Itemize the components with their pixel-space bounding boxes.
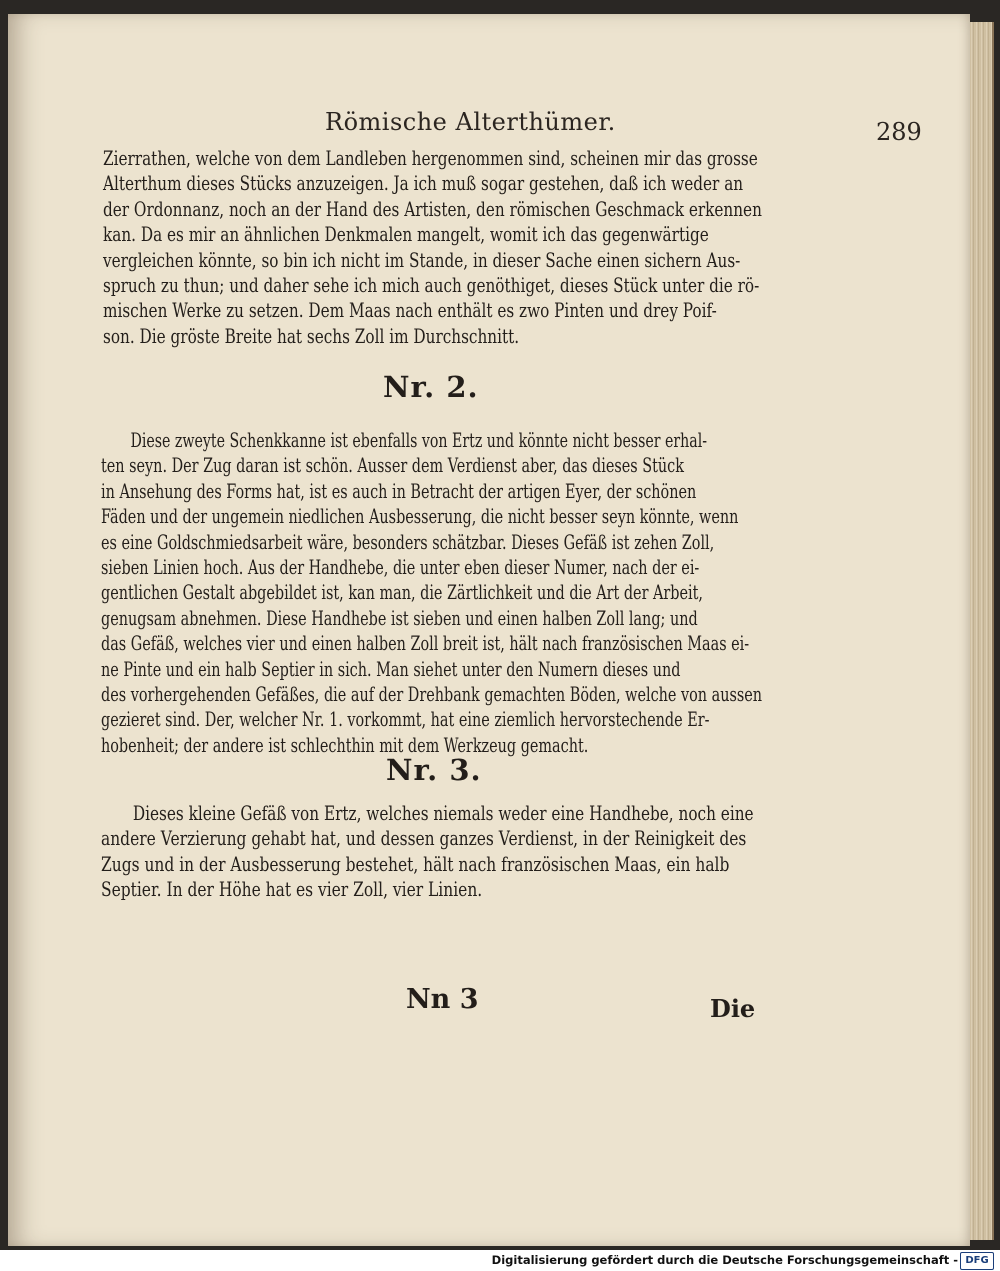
text-line: kan. Da es mir an ähnlichen Denkmalen mangelt, womit ich das gegenwärtige [103, 223, 709, 247]
catchword: Die [710, 994, 756, 1023]
text-line: spruch zu thun; und daher sehe ich mich auch genöthiget, dieses Stück unter die rö- [103, 274, 760, 298]
text-line: sieben Linien hoch. Aus der Handhebe, die unter eben dieser Numer, nach der ei- [101, 556, 700, 580]
text-line: Zierrathen, welche von dem Landleben hergenommen sind, scheinen mir das grosse [103, 147, 758, 170]
text-line: Zugs und in der Ausbesserung bestehet, hält nach französischen Maas, ein halb [101, 852, 730, 876]
paragraph-1 [103, 146, 932, 349]
text-line: Alterthum dieses Stücks anzuzeigen. Ja ich muß sogar gestehen, daß ich weder an [103, 172, 744, 196]
page-number: 289 [876, 118, 922, 146]
section-heading-nr-2: Nr. 2. [383, 370, 479, 404]
running-head: Römische Alterthümer. [325, 108, 616, 136]
paragraph-2 [101, 428, 982, 758]
text-line: in Ansehung des Forms hat, ist es auch in Betracht der artigen Eyer, der schönen [101, 479, 697, 503]
paragraph-3 [101, 801, 921, 903]
text-line: der Ordonnanz, noch an der Hand des Artisten, den römischen Geschmack erkennen [103, 197, 762, 221]
text-line: son. Die gröste Breite hat sechs Zoll im Durchschnitt. [103, 324, 520, 348]
footer-bar [0, 1250, 1000, 1271]
text-line: mischen Werke zu setzen. Dem Maas nach enthält es zwo Pinten und drey Poif- [103, 299, 717, 323]
text-line: ten seyn. Der Zug daran ist schön. Ausser dem Verdienst aber, das dieses Stück [101, 454, 684, 478]
text-line: das Gefäß, welches vier und einen halben Zoll breit ist, hält nach französischen Maas ei- [101, 632, 750, 656]
text-line: des vorhergehenden Gefäßes, die auf der Drehbank gemachten Böden, welche von aussen [101, 683, 763, 707]
text-line: Fäden und der ungemein niedlichen Ausbesserung, die nicht besser seyn könnte, wenn [101, 505, 739, 529]
text-line: Diese zweyte Schenkkanne ist ebenfalls von Ertz und könnte nicht besser erhal- [130, 429, 708, 452]
text-line: genugsam abnehmen. Diese Handhebe ist sieben und einen halben Zoll lang; und [101, 606, 698, 630]
text-line: ne Pinte und ein halb Septier in sich. Man siehet unter den Numern dieses und [101, 657, 681, 681]
text-line: es eine Goldschmiedsarbeit wäre, besonders schätzbar. Dieses Gefäß ist zehen Zoll, [101, 530, 715, 554]
text-line: andere Verzierung gehabt hat, und dessen ganzes Verdienst, in der Reinigkeit des [101, 827, 747, 851]
text-line: gezieret sind. Der, welcher Nr. 1. vorkommt, hat eine ziemlich hervorstechende Er- [101, 708, 710, 732]
signature-mark: Nn 3 [406, 984, 479, 1015]
text-line: vergleichen könnte, so bin ich nicht im Stande, in dieser Sache einen sichern Aus- [103, 248, 741, 272]
dfg-logo-icon: DFG [960, 1252, 994, 1270]
text-line: hobenheit; der andere ist schlechthin mit dem Werkzeug gemacht. [101, 733, 589, 757]
text-line: Dieses kleine Gefäß von Ertz, welches niemals weder eine Handhebe, noch eine [132, 802, 754, 825]
section-heading-nr-3: Nr. 3. [386, 753, 482, 787]
funding-credit: Digitalisierung gefördert durch die Deutsche Forschungsgemeinschaft - [491, 1253, 958, 1267]
text-line: gentlichen Gestalt abgebildet ist, kan man, die Zärtlichkeit und die Art der Arbeit, [101, 581, 703, 605]
text-line: Septier. In der Höhe hat es vier Zoll, vier Linien. [101, 878, 483, 902]
